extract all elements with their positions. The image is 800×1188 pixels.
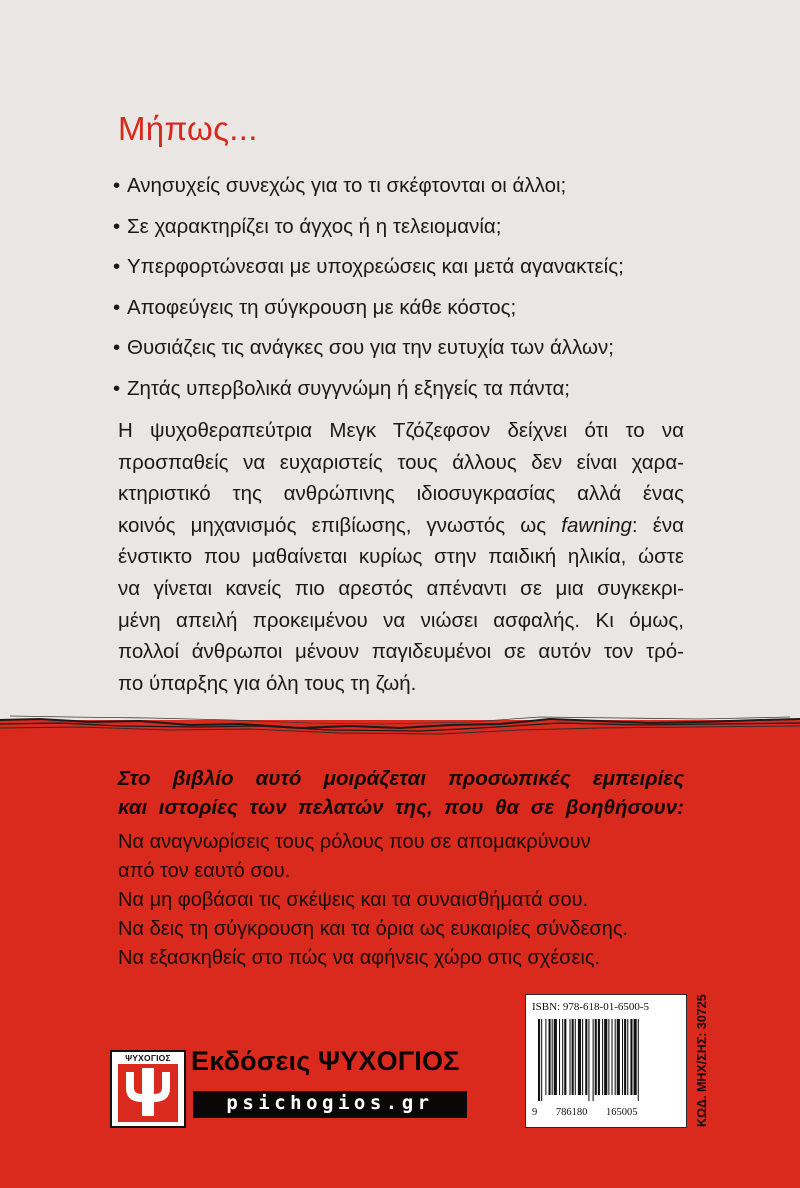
product-code: ΚΩΔ. ΜΗΧ/ΣΗΣ: 30725 bbox=[695, 994, 709, 1127]
list-item bbox=[113, 255, 624, 278]
question-list bbox=[113, 174, 624, 417]
psi-icon bbox=[118, 1064, 178, 1122]
barcode-bar bbox=[541, 1019, 542, 1101]
bullet-icon: • bbox=[113, 174, 121, 197]
list-item bbox=[113, 336, 624, 359]
list-item: Να μη φοβάσαι τις σκέψεις και τα συναισθήματά σου. bbox=[118, 889, 589, 911]
barcode-bar bbox=[604, 1019, 607, 1095]
barcode-bar bbox=[564, 1019, 566, 1095]
bullet-icon: • bbox=[113, 214, 121, 238]
barcode-bar bbox=[562, 1019, 563, 1095]
paragraph-line bbox=[118, 510, 684, 542]
barcode-bar bbox=[617, 1019, 620, 1095]
question-text: Αποφεύγεις τη σύγκρουση με κάθε κόστος; bbox=[127, 295, 517, 319]
benefits-intro-line: και ιστορίες των πελατών της, που θα σε βοηθήσουν: bbox=[118, 796, 684, 819]
website-link[interactable]: psichogios.gr bbox=[226, 1092, 434, 1114]
barcode-bar bbox=[554, 1019, 557, 1095]
website-bar bbox=[193, 1091, 467, 1118]
barcode-bar bbox=[602, 1019, 603, 1095]
barcode-bar bbox=[638, 1019, 639, 1101]
list-item: Να δεις τη σύγκρουση και τα όρια ως ευκαιρίες σύνδεσης. bbox=[118, 918, 629, 940]
paragraph-line: ένστικτο που μαθαίνεται κυρίως στην παιδική ηλικία, ώστε bbox=[118, 545, 684, 569]
benefits-intro bbox=[118, 764, 684, 822]
line-text: : ένα bbox=[631, 513, 684, 537]
barcode-bar bbox=[578, 1019, 581, 1095]
barcode-bar bbox=[615, 1019, 616, 1095]
paragraph-line: Η ψυχοθεραπεύτρια Μεγκ Τζόζεφσον δείχνει ότι το να bbox=[118, 419, 684, 442]
barcode-bar bbox=[549, 1019, 551, 1095]
question-text: Ζητάς υπερβολικά συγγνώμη ή εξηγείς τα πάντα; bbox=[127, 376, 570, 400]
line-text: κοινός μηχανισμός επιβίωσης, γνωστός ως bbox=[118, 513, 562, 537]
barcode-bar bbox=[612, 1019, 613, 1095]
list-item: από τον εαυτό σου. bbox=[118, 860, 291, 882]
bullet-icon: • bbox=[113, 295, 121, 319]
intro-paragraph bbox=[118, 415, 684, 699]
paragraph-line: να γίνεται κανείς πιο αρεστός απέναντι σε μια συγκεκρι- bbox=[118, 576, 684, 600]
question-text: Σε χαρακτηρίζει το άγχος ή η τελειομανία; bbox=[127, 214, 502, 238]
paragraph-line: προσπαθείς να ευχαριστείς τους άλλους δεν είναι χαρα- bbox=[118, 450, 684, 474]
list-item: Να αναγνωρίσεις τους ρόλους που σε απομακρύνουν bbox=[118, 831, 591, 853]
barcode-bar bbox=[575, 1019, 576, 1095]
torn-paper-edge bbox=[0, 706, 800, 746]
publisher-logo bbox=[110, 1050, 186, 1128]
fawning-term: fawning bbox=[561, 513, 632, 537]
bullet-icon: • bbox=[113, 336, 121, 359]
barcode-bar bbox=[572, 1019, 574, 1095]
bullet-icon: • bbox=[113, 376, 121, 400]
isbn-label: ISBN: 978-618-01-6500-5 bbox=[532, 1001, 650, 1013]
barcode-bar bbox=[552, 1019, 553, 1095]
list-item bbox=[113, 215, 624, 238]
paragraph-line: μένη απειλή προκειμένου να νιώσει ασφαλής. Κι όμως, bbox=[118, 608, 684, 632]
barcode-bar bbox=[627, 1019, 628, 1095]
barcode-bar bbox=[585, 1019, 587, 1095]
logo-label: ΨΥΧΟΓΙΟΣ bbox=[125, 1053, 171, 1063]
page-heading: Μήπως... bbox=[118, 110, 258, 147]
paragraph-line: κτηριστικό της ανθρώπινης ιδιοσυγκρασίας αλλά ένας bbox=[118, 482, 684, 506]
question-text: Υπερφορτώνεσαι με υποχρεώσεις και μετά αγανακτείς; bbox=[127, 255, 624, 278]
barcode-bar bbox=[624, 1019, 626, 1095]
question-text: Ανησυχείς συνεχώς για το τι σκέφτονται οι άλλοι; bbox=[127, 174, 567, 197]
barcode-bar bbox=[593, 1019, 594, 1101]
question-text: Θυσιάζεις τις ανάγκες σου για την ευτυχία των άλλων; bbox=[127, 336, 614, 359]
bullet-icon: • bbox=[113, 255, 121, 278]
list-item bbox=[113, 377, 624, 400]
isbn-barcode-box bbox=[525, 994, 687, 1128]
barcode-bar bbox=[595, 1019, 597, 1095]
barcode-bar bbox=[570, 1019, 571, 1095]
barcode-icon bbox=[536, 1019, 676, 1101]
barcode-bar bbox=[538, 1019, 540, 1101]
paragraph-line: πο ύπαρξης για όλη τους τη ζωή. bbox=[118, 671, 417, 695]
list-item: Να εξασκηθείς στο πώς να αφήνεις χώρο στις σχέσεις. bbox=[118, 947, 601, 969]
barcode-bar bbox=[598, 1019, 600, 1095]
barcode-bar bbox=[588, 1019, 589, 1101]
barcode-bar bbox=[634, 1019, 637, 1095]
barcode-bar bbox=[630, 1019, 632, 1095]
publisher-name: Εκδόσεις ΨΥΧΟΓΙΟΣ bbox=[191, 1046, 460, 1076]
barcode-bar bbox=[559, 1019, 560, 1095]
barcode-bar bbox=[622, 1019, 623, 1095]
benefits-list bbox=[118, 828, 688, 973]
barcode-bar bbox=[608, 1019, 609, 1095]
barcode-bar bbox=[582, 1019, 583, 1095]
benefits-intro-line: Στο βιβλίο αυτό μοιράζεται προσωπικές εμπειρίες bbox=[118, 767, 684, 790]
paragraph-line: πολλοί άνθρωποι μένουν παγιδευμένοι σε αυτόν τον τρό- bbox=[118, 640, 684, 664]
barcode-bar bbox=[545, 1019, 546, 1095]
isbn-digits: 9 786180 165005 bbox=[532, 1107, 638, 1118]
list-item bbox=[113, 296, 624, 319]
list-item bbox=[113, 174, 624, 197]
